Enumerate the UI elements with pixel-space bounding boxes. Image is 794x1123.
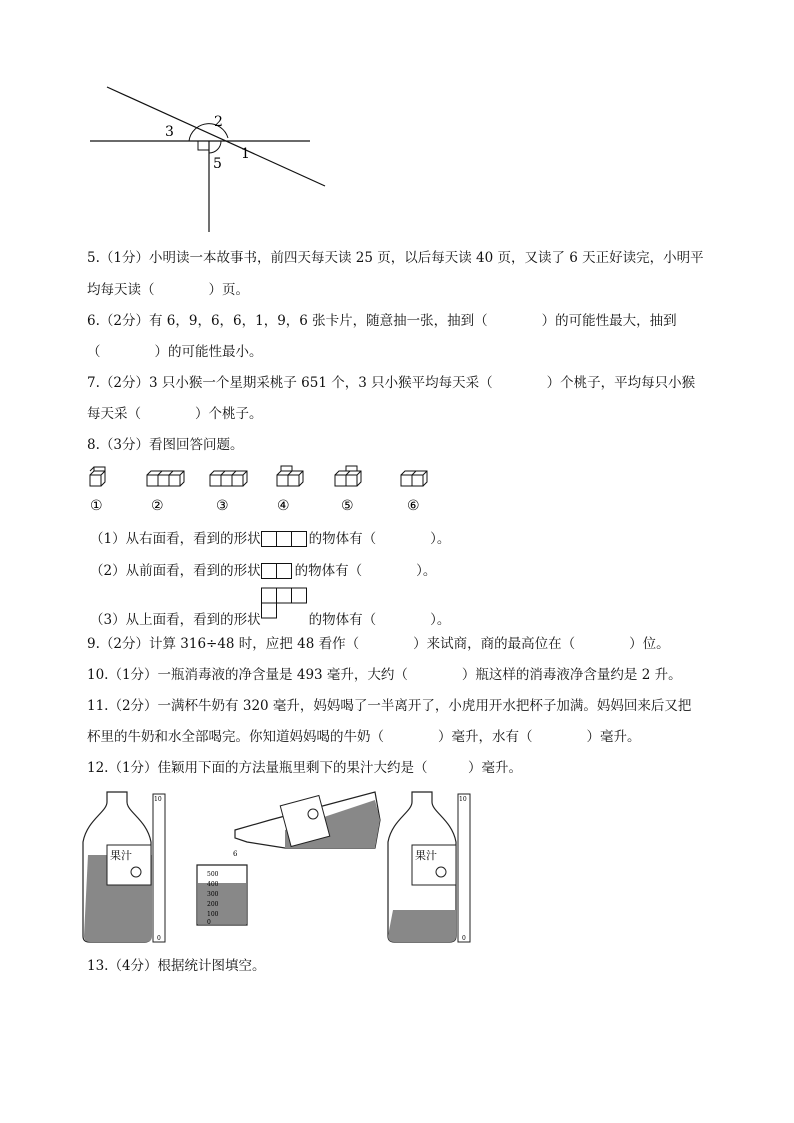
q10-line1: 10.（1分）一瓶消毒液的净含量是 493 毫升，大约（ ）瓶这样的消毒液净含量约是 2 升。 — [87, 667, 682, 683]
q12-line1: 12.（1分）佳颖用下面的方法量瓶里剩下的果汁大约是（ ）毫升。 — [87, 760, 523, 776]
q8-label-2: ② — [151, 498, 164, 514]
beaker-tick-200: 200 — [207, 901, 219, 908]
bottle-label-1: 果汁 — [110, 849, 132, 862]
beaker-tick-0: 0 — [207, 919, 211, 926]
q8-shape-l-squares — [261, 596, 309, 628]
q8-cube-figures — [85, 466, 445, 516]
q8-label-4: ④ — [277, 498, 290, 514]
q8-label-1: ① — [90, 498, 103, 514]
ruler-bottom-1: 0 — [157, 935, 161, 942]
bottle-full — [83, 792, 165, 942]
ruler-top-1: 10 — [154, 796, 162, 803]
q13-line1: 13.（4分）根据统计图填空。 — [87, 958, 266, 974]
beaker-tick-500: 500 — [207, 871, 219, 878]
q8-part1-a: （1）从右面看，看到的形状 — [90, 531, 261, 547]
q12-juice-figure — [85, 790, 485, 945]
angle-label-2: 2 — [214, 114, 223, 130]
q11-line1: 11.（2分）一满杯牛奶有 320 毫升，妈妈喝了一半离开了，小虎用开水把杯子加满。妈妈回来后又把 — [87, 698, 692, 714]
beaker-tick-300: 300 — [207, 891, 219, 898]
q5-line2: 均每天读（ ）页。 — [87, 282, 249, 298]
q8-line1: 8.（3分）看图回答问题。 — [87, 437, 244, 453]
q5-line1: 5.（1分）小明读一本故事书，前四天每天读 25 页，以后每天读 40 页，又读了 6 天正好读完，小明平 — [87, 250, 704, 266]
bottle-remaining — [388, 792, 470, 942]
angle-label-5: 5 — [213, 156, 222, 172]
q8-label-6: ⑥ — [407, 498, 420, 514]
ruler-bottom-2: 0 — [462, 935, 466, 942]
q7-line2: 每天采（ ）个桃子。 — [87, 406, 263, 422]
angle-label-1: 1 — [241, 146, 250, 162]
q8-part3-a: （3）从上面看，看到的形状 — [90, 612, 261, 628]
angle-figure — [85, 84, 335, 236]
q8-shape-three-squares — [261, 531, 309, 547]
q8-label-3: ③ — [216, 498, 229, 514]
q7-line1: 7.（2分）3 只小猴一个星期采桃子 651 个，3 只小猴平均每天采（ ）个桃子，平均每只小猴 — [87, 375, 696, 391]
q8-part3-b: 的物体有（ ）。 — [308, 612, 451, 628]
q8-shape-two-squares — [261, 563, 295, 579]
bottle-pouring — [233, 792, 380, 858]
beaker-tick-100: 100 — [207, 911, 219, 918]
q9-line1: 9.（2分）计算 316÷48 时，应把 48 看作（ ）来试商，商的最高位在（ ）位。 — [87, 636, 670, 652]
q11-line2: 杯里的牛奶和水全部喝完。你知道妈妈喝的牛奶（ ）毫升，水有（ ）毫升。 — [87, 729, 641, 745]
q8-part2-a: （2）从前面看，看到的形状 — [90, 563, 261, 579]
q8-label-5: ⑤ — [341, 498, 354, 514]
q8-part2-b: 的物体有（ ）。 — [294, 563, 437, 579]
beaker-tick-400: 400 — [207, 881, 219, 888]
measuring-beaker — [197, 865, 247, 926]
q8-part1-b: 的物体有（ ）。 — [308, 531, 451, 547]
ruler-top-2: 10 — [459, 796, 467, 803]
angle-label-3: 3 — [165, 124, 174, 140]
q6-line2: （ ）的可能性最小。 — [87, 344, 263, 360]
q6-line1: 6.（2分）有 6，9，6，6，1，9，6 张卡片，随意抽一张，抽到（ ）的可能性最大，抽到 — [87, 313, 677, 329]
bottle-label-2: 果汁 — [415, 849, 437, 862]
pour-label: 6 — [233, 850, 238, 858]
